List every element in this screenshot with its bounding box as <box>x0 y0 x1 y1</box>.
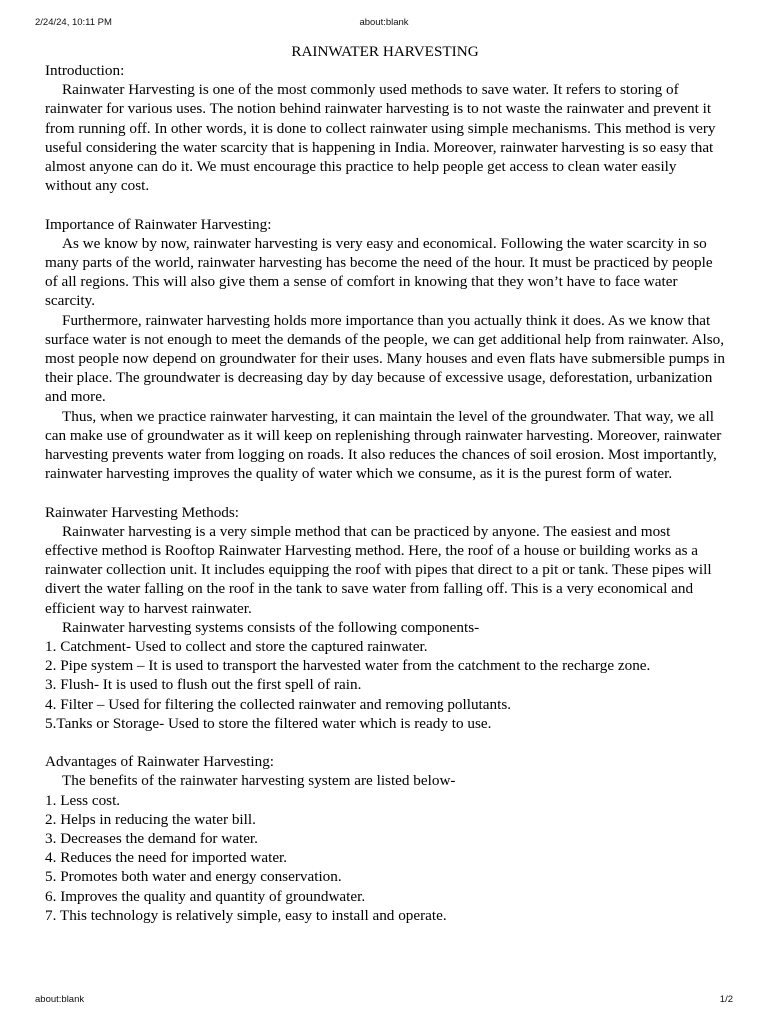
paragraph: Rainwater harvesting systems consists of the following components- <box>62 618 480 636</box>
section-gap <box>45 195 725 214</box>
list-item: 3. Flush- It is used to flush out the first spell of rain. <box>45 676 362 694</box>
list-item: 2. Helps in reducing the water bill. <box>45 810 256 828</box>
section-heading: Rainwater Harvesting Methods: <box>45 503 240 521</box>
list-item: 1. Less cost. <box>45 791 121 809</box>
page-number: 1/2 <box>719 994 733 1005</box>
list-item: 7. This technology is relatively simple, easy to install and operate. <box>45 906 447 924</box>
list-item: 6. Improves the quality and quantity of groundwater. <box>45 887 366 905</box>
section-heading: Introduction: <box>45 62 125 79</box>
list-item: 5.Tanks or Storage- Used to store the filtered water which is ready to use. <box>45 714 492 732</box>
paragraph: As we know by now, rainwater harvesting is very easy and economical. Following the water scarcity in so many parts of the world, rainwater harvesting has become the need of the hour. It must be practiced by people of all regions. This will also give them a sense of comfort in knowing that they won’t have to face water scarcity. <box>45 234 713 310</box>
print-header-url: about:blank <box>359 17 409 28</box>
paragraph: Rainwater harvesting is a very simple method that can be practiced by anyone. The easiest and most effective method is Rooftop Rainwater Harvesting method. Here, the roof of a house or building works as a rainwater collection unit. It includes equipping the roof with pipes that direct to a pit or tank. These pipes will divert the water falling on the roof in the tank to save water from falling off. This is a very economical and efficient way to harvest rainwater. <box>45 522 712 617</box>
list-item: 5. Promotes both water and energy conservation. <box>45 868 342 886</box>
list-item: 4. Filter – Used for filtering the collected rainwater and removing pollutants. <box>45 695 512 713</box>
list-item: 2. Pipe system – It is used to transport the harvested water from the catchment to the recharge zone. <box>45 657 651 675</box>
list-item: 1. Catchment- Used to collect and store the captured rainwater. <box>45 638 428 656</box>
section-introduction <box>45 61 725 195</box>
section-methods <box>45 503 725 733</box>
section-heading: Importance of Rainwater Harvesting: <box>45 215 272 233</box>
list-item: 3. Decreases the demand for water. <box>45 830 258 848</box>
list-item: 4. Reduces the need for imported water. <box>45 849 288 867</box>
print-header <box>0 17 768 29</box>
section-heading: Advantages of Rainwater Harvesting: <box>45 753 275 771</box>
paragraph: Rainwater Harvesting is one of the most commonly used methods to save water. It refers to storing of rainwater for various uses. The notion behind rainwater harvesting is to not waste the rainwater and prevent it from running off. In other words, it is done to collect rainwater using simple mechanisms. This method is very useful considering the water scarcity that is happening in India. Moreover, rainwater harvesting is so easy that almost anyone can do it. We must encourage this practice to help people get access to clean water easily without any cost. <box>45 81 716 195</box>
paragraph: Furthermore, rainwater harvesting holds more importance than you actually think it does. As we know that surface water is not enough to meet the demands of the people, we can get additional help from rainwater. Also, most people now depend on groundwater for their uses. Many houses and even flats have submersible pumps in their place. The groundwater is decreasing day by day because of excessive usage, deforestation, urbanization and more. <box>45 311 725 406</box>
print-datetime: 2/24/24, 10:11 PM <box>35 17 112 28</box>
document-body <box>45 42 725 925</box>
section-importance <box>45 215 725 484</box>
paragraph: Thus, when we practice rainwater harvesting, it can maintain the level of the groundwater. That way, we all can make use of groundwater as it will keep on replenishing through rainwater harvesting. Moreover, rainwater harvesting prevents water from logging on roads. It also reduces the chances of soil erosion. Most importantly, rainwater harvesting improves the quality of water which we consume, as it is the purest form of water. <box>45 407 722 483</box>
print-footer <box>0 994 768 1006</box>
print-footer-url: about:blank <box>35 994 85 1005</box>
section-gap <box>45 483 725 502</box>
document-title: RAINWATER HARVESTING <box>291 43 479 60</box>
section-advantages <box>45 752 725 925</box>
paragraph: The benefits of the rainwater harvesting system are listed below- <box>62 772 456 790</box>
section-gap <box>45 733 725 752</box>
